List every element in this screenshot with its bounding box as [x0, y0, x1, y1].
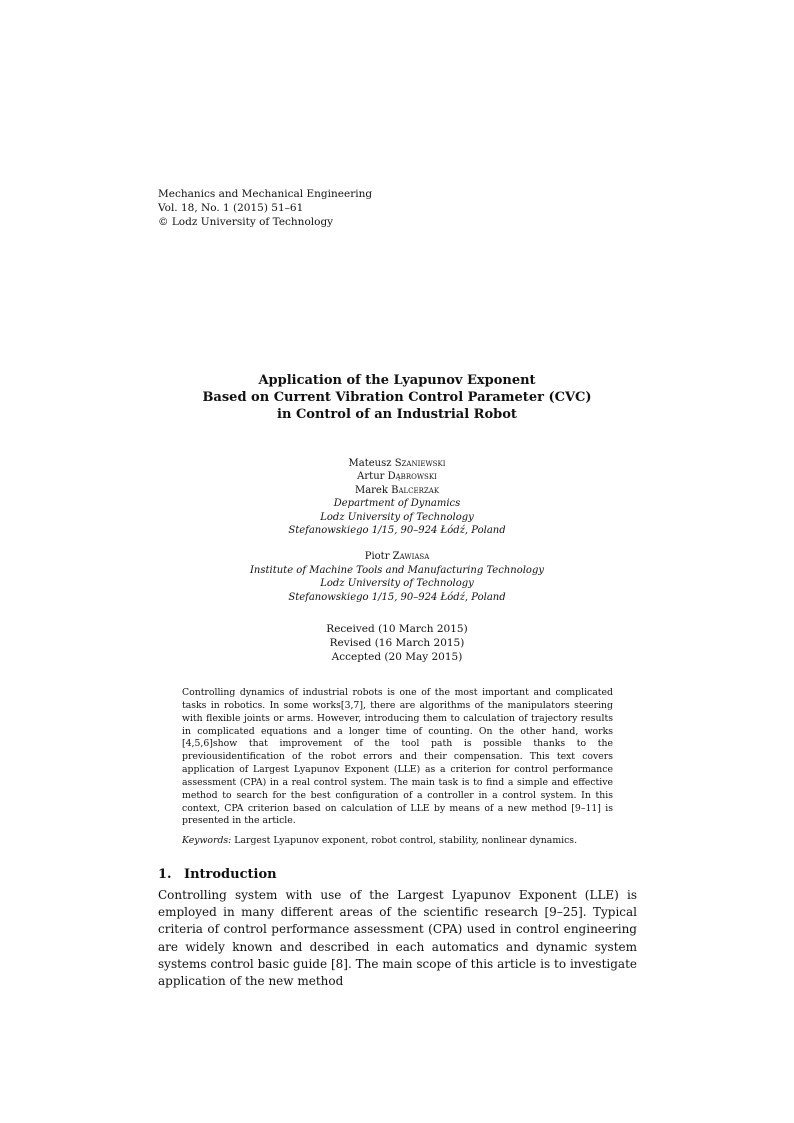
received-date: Received (10 March 2015) — [326, 623, 468, 635]
author-last-name: Balcerzak — [391, 484, 440, 496]
abstract: Controlling dynamics of industrial robots is one of the most important and complicated tasks in robotics. In some works[3,7], there are algorithms of the manipulators steering with flexible joints or arms. However, introducing them to calculation of trajectory results in complicated equations and a longer time of counting. On the other hand, works [4,5,6]show that improvement of the tool path is possible thanks to the previousidentification of the robot errors and their compensation. This text covers application of Largest Lyapunov Exponent (LLE) as a criterion for control performance assessment (CPA) in a real control system. The main task is to find a simple and effective method to search for the best configuration of a controller in a control system. In this context, CPA criterion based on calculation of LLE by means of a new method [9–11] is presented in the article. — [182, 687, 613, 827]
revised-date: Revised (16 March 2015) — [329, 637, 465, 649]
journal-copyright: © Lodz University of Technology — [158, 216, 334, 228]
author-line — [0, 457, 794, 470]
affiliation-department: Department of Dynamics — [333, 498, 461, 510]
title-line-1: Application of the Lyapunov Exponent — [258, 373, 536, 388]
section-number: 1. — [158, 867, 172, 882]
keywords-label: Keywords: — [182, 835, 232, 846]
affiliation-address: Stefanowskiego 1/15, 90–924 Łódź, Poland — [288, 591, 506, 603]
journal-volume: Vol. 18, No. 1 (2015) 51–61 — [158, 202, 304, 214]
title-line-3: in Control of an Industrial Robot — [277, 407, 517, 422]
author-last-name: Dąbrowski — [387, 471, 437, 483]
section-body-text: Controlling system with use of the Largest Lyapunov Exponent (LLE) is employed in many different areas of the scientific research [9–25]. Typical criteria of control performance assessment (CPA) used in control engineering are widely known and described in each automatics and dynamic system systems control basic guide [8]. The main scope of this article is to investigate application of the new method — [158, 888, 637, 989]
author-last-name: Zawiasa — [392, 551, 430, 563]
author-first-name: Artur — [357, 471, 385, 483]
author-last-name: Szaniewski — [394, 458, 446, 469]
keywords-text: Largest Lyapunov exponent, robot control, stability, nonlinear dynamics. — [234, 835, 578, 846]
submission-dates — [0, 622, 794, 664]
author-first-name: Marek — [354, 484, 388, 496]
section-heading — [158, 866, 277, 883]
author-block — [0, 457, 794, 604]
journal-header — [158, 187, 372, 229]
keywords — [182, 834, 622, 847]
accepted-date: Accepted (20 May 2015) — [331, 651, 463, 663]
author-line — [0, 484, 794, 497]
paper-title — [0, 372, 794, 423]
section-title: Introduction — [184, 867, 277, 882]
author-first-name: Piotr — [364, 551, 390, 563]
author-first-name: Mateusz — [348, 458, 392, 469]
affiliation-university: Lodz University of Technology — [320, 511, 474, 523]
title-line-2: Based on Current Vibration Control Parameter (CVC) — [202, 390, 592, 405]
author-line — [0, 550, 794, 563]
affiliation-institute: Institute of Machine Tools and Manufacturing Technology — [249, 564, 544, 576]
affiliation-address: Stefanowskiego 1/15, 90–924 Łódź, Poland — [288, 525, 506, 537]
affiliation-university: Lodz University of Technology — [320, 578, 474, 590]
author-line — [0, 470, 794, 483]
journal-name: Mechanics and Mechanical Engineering — [158, 188, 373, 200]
